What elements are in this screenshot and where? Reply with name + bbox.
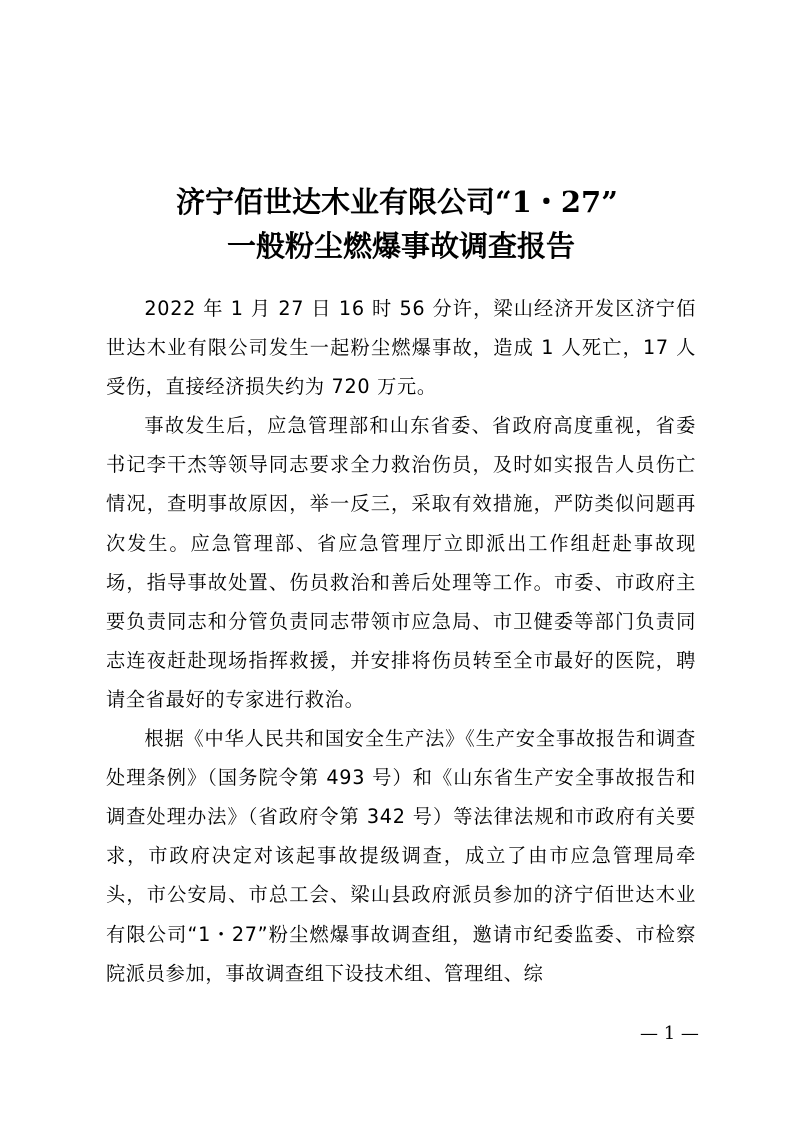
paragraph-response: 事故发生后，应急管理部和山东省委、省政府高度重视，省委书记李干杰等领导同志要求全力救治伤员，及时如实报告人员伤亡情况，查明事故原因，举一反三，采取有效措施，严防类似问题再次发生。应急管理部、省应急管理厅立即派出工作组赶赴事故现场，指导事故处置、伤员救治和善后处理等工作。市委、市政府主要负责同志和分管负责同志带领市应急局、市卫健委等部门负责同志连夜赶赴现场指挥救援，并安排将伤员转至全市最好的医院，聘请全省最好的专家进行救治。 [106,414,696,711]
report-title-line-2: 一般粉尘燃爆事故调查报告 [227,229,576,263]
paragraph-investigation: 根据《中华人民共和国安全生产法》《生产安全事故报告和调查处理条例》（国务院令第 493 号）和《山东省生产安全事故报告和调查处理办法》（省政府令第 342 号）等法律法规和市政府有关要求，市政府决定对该起事故提级调查，成立了由市应急管理局牵头，市公安局、市总工会、梁山县政府派员参加的济宁佰世达木业有限公司“1・27”粉尘燃爆事故调查组，邀请市纪委监委、市检察院派员参加，事故调查组下设技术组、管理组、综 [106,727,696,985]
report-title-line-1: 济宁佰世达木业有限公司“1・27” [176,185,618,219]
report-body [106,289,696,993]
page-number: — 1 — [640,1023,699,1044]
paragraph-accident-summary: 2022 年 1 月 27 日 16 时 56 分许，梁山经济开发区济宁佰世达木业有限公司发生一起粉尘燃爆事故，造成 1 人死亡，17 人受伤，直接经济损失约为 720 万元。 [106,297,696,399]
